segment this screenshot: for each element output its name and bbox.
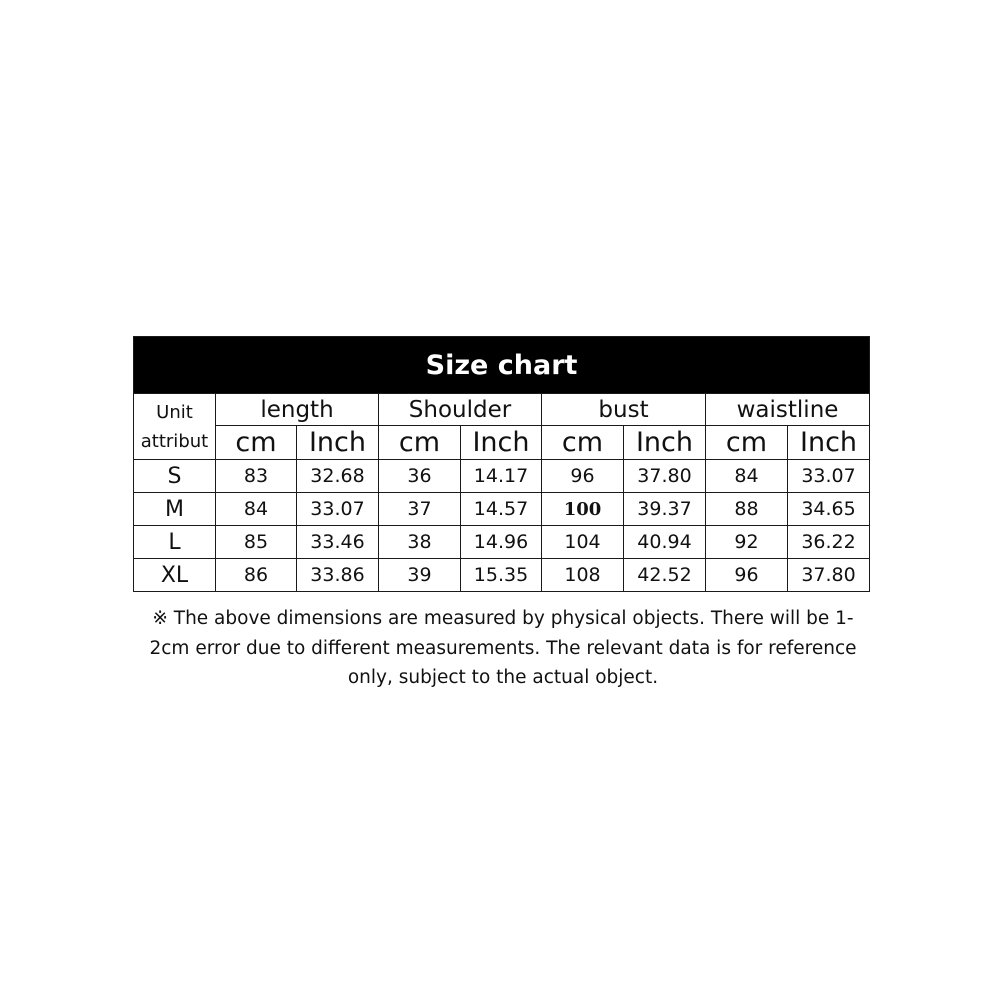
table-cell: 104 <box>542 526 624 559</box>
table-row <box>134 460 870 493</box>
note-line: 2cm error due to different measurements. The relevant data is for reference <box>149 637 857 659</box>
title-row <box>134 337 870 394</box>
measurement-note <box>133 604 873 693</box>
unit-header-cell: Inch <box>788 426 870 460</box>
attribut-label: attribut <box>140 430 209 452</box>
table-cell: 42.52 <box>624 559 706 592</box>
table-cell: 92 <box>706 526 788 559</box>
size-label: M <box>134 493 216 526</box>
size-label: S <box>134 460 216 493</box>
table-cell: 40.94 <box>624 526 706 559</box>
table-row <box>134 493 870 526</box>
table-cell: 96 <box>706 559 788 592</box>
table-cell: 39 <box>379 559 461 592</box>
table-cell: 83 <box>216 460 297 493</box>
unit-header-cell: cm <box>706 426 788 460</box>
note-line: ※ The above dimensions are measured by physical objects. There will be 1- <box>152 608 854 629</box>
unit-header-cell: cm <box>216 426 297 460</box>
table-cell: 84 <box>706 460 788 493</box>
table-cell: 14.96 <box>461 526 542 559</box>
table-cell: 37.80 <box>624 460 706 493</box>
unit-header-cell: cm <box>379 426 461 460</box>
table-cell: 86 <box>216 559 297 592</box>
group-header-shoulder: Shoulder <box>379 394 542 426</box>
group-header-row <box>134 394 870 426</box>
table-row <box>134 526 870 559</box>
unit-header-cell: Inch <box>624 426 706 460</box>
table-cell: 15.35 <box>461 559 542 592</box>
size-chart <box>133 336 869 592</box>
unit-header-cell: Inch <box>297 426 379 460</box>
unit-header-row <box>134 426 870 460</box>
group-header-length: length <box>216 394 379 426</box>
table-cell: 32.68 <box>297 460 379 493</box>
unit-header-cell: Inch <box>461 426 542 460</box>
size-label: L <box>134 526 216 559</box>
table-cell: 33.07 <box>788 460 870 493</box>
table-cell: 108 <box>542 559 624 592</box>
table-cell: 37 <box>379 493 461 526</box>
table-cell: 39.37 <box>624 493 706 526</box>
table-cell: 33.46 <box>297 526 379 559</box>
table-cell: 96 <box>542 460 624 493</box>
group-header-waistline: waistline <box>706 394 870 426</box>
table-cell: 34.65 <box>788 493 870 526</box>
table-cell: 36.22 <box>788 526 870 559</box>
table-cell: 100 <box>542 493 624 526</box>
size-label: XL <box>134 559 216 592</box>
unit-label: Unit <box>156 401 193 423</box>
chart-title: Size chart <box>134 337 870 394</box>
table-cell: 84 <box>216 493 297 526</box>
table-cell: 36 <box>379 460 461 493</box>
table-cell: 37.80 <box>788 559 870 592</box>
note-line: only, subject to the actual object. <box>347 667 659 688</box>
group-header-bust: bust <box>542 394 706 426</box>
table-cell: 14.17 <box>461 460 542 493</box>
table-cell: 38 <box>379 526 461 559</box>
table-cell: 33.07 <box>297 493 379 526</box>
table-cell: 88 <box>706 493 788 526</box>
table-cell: 33.86 <box>297 559 379 592</box>
unit-header-cell: cm <box>542 426 624 460</box>
table-cell: 85 <box>216 526 297 559</box>
table-row <box>134 559 870 592</box>
size-chart-table <box>133 336 870 592</box>
unit-attribute-header <box>134 394 216 460</box>
table-cell: 14.57 <box>461 493 542 526</box>
